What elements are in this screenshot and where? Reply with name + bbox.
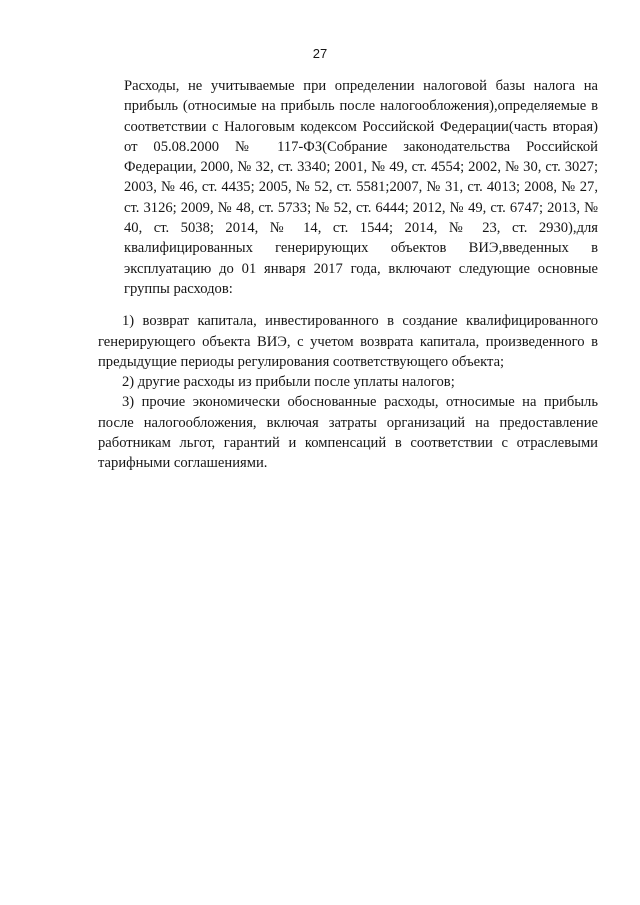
list-item: 1) возврат капитала, инвестированного в создание квалифицированного генерирующего объекта ВИЭ, с учетом возврата капитала, произведенного в предыдущие периоды регулирования соответствующего объекта; (98, 313, 598, 370)
expense-groups-list (98, 311, 598, 473)
list-item: 3) прочие экономически обоснованные расходы, относимые на прибыль после налогообложения, включая затраты организаций на предоставление работникам льгот, гарантий и компенсаций в соответствии с отраслевыми тарифными соглашениями. (98, 394, 598, 472)
intro-paragraph: Расходы, не учитываемые при определении налоговой базы налога на прибыль (относимые на прибыль после налогообложения),определяемые в соответствии с Налоговым кодексом Российской Федерации(часть вторая) от 05.08.2000 № 117-ФЗ(Собрание законодательства Российской Федерации, 2000, № 32, ст. 3340; 2001, № 49, ст. 4554; 2002, № 30, ст. 3027; 2003, № 46, ст. 4435; 2005, № 52, ст. 5581;2007, № 31, ст. 4013; 2008, № 27, ст. 3126; 2009, № 48, ст. 5733; № 52, ст. 6444; 2012, № 49, ст. 6747; 2013, № 40, ст. 5038; 2014, № 14, ст. 1544; 2014, № 23, ст. 2930),для квалифицированных генерирующих объектов ВИЭ,введенных в эксплуатацию до 01 января 2017 года, включают следующие основные группы расходов: (124, 78, 598, 297)
document-body (98, 76, 598, 474)
page-number: 27 (312, 46, 328, 61)
list-item: 2) другие расходы из прибыли после уплаты налогов; (122, 374, 455, 391)
